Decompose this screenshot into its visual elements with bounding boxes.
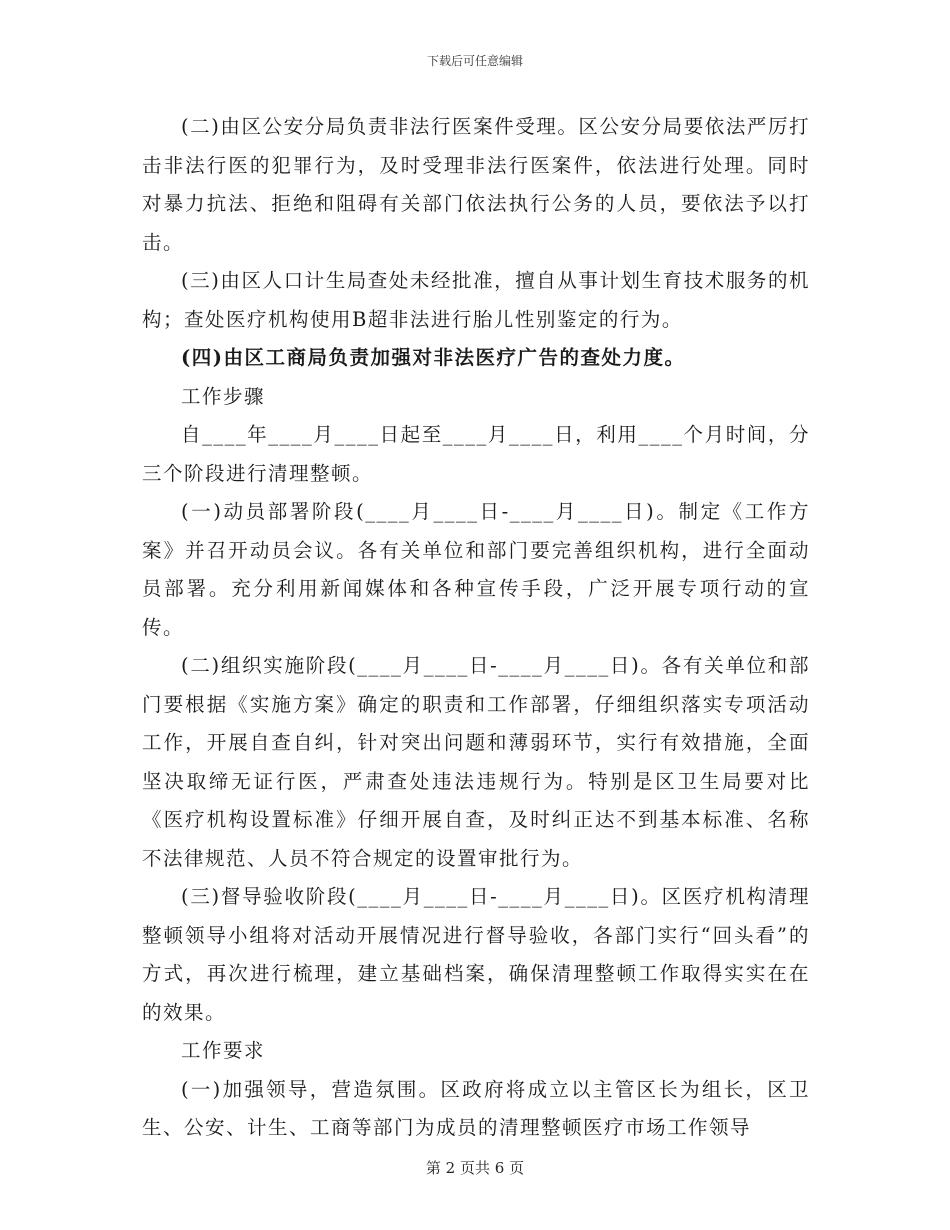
paragraph-stage-implementation: (二)组织实施阶段(____月____日-____月____日)。各有关单位和部门要根据《实施方案》确定的职责和工作部署，仔细组织落实专项活动工作，开展自查自纠，针对突出问题和薄弱环节，实行有效措施，全面坚决取缔无证行医，严肃查处违法违规行为。特别是区卫生局要对比《医疗机构设置标准》仔细开展自查，及时纠正达不到基本标准、名称不法律规范、人员不符合规定的设置审批行为。 [142, 654, 810, 870]
page-header: 下载后可任意编辑 [426, 54, 523, 68]
paragraph-commerce-bureau: (四)由区工商局负责加强对非法医疗广告的查处力度。 [181, 346, 686, 369]
document-body [142, 108, 810, 1148]
section-heading-work-requirements: 工作要求 [181, 1039, 266, 1062]
paragraph-leadership: (一)加强领导，营造氛围。区政府将成立以主管区长为组长，区卫生、公安、计生、工商等部门为成员的清理整顿医疗市场工作领导 [142, 1077, 810, 1139]
paragraph-family-planning: (三)由区人口计生局查处未经批准，擅自从事计划生育技术服务的机构；查处医疗机构使用B超非法进行胎儿性别鉴定的行为。 [142, 269, 810, 331]
section-heading-work-steps: 工作步骤 [181, 384, 266, 408]
paragraph-stage-inspection: (三)督导验收阶段(____月____日-____月____日)。区医疗机构清理整顿领导小组将对活动开展情况进行督导验收，各部门实行“回头看”的方式，再次进行梳理，建立基础档案，确保清理整顿工作取得实实在在的效果。 [142, 885, 810, 1024]
page-footer: 第 2 页共 6 页 [425, 1159, 525, 1177]
paragraph-timeline: 自____年____月____日起至____月____日，利用____个月时间，分三个阶段进行清理整顿。 [142, 423, 810, 485]
paragraph-public-security: (二)由区公安分局负责非法行医案件受理。区公安分局要依法严厉打击非法行医的犯罪行为，及时受理非法行医案件，依法进行处理。同时对暴力抗法、拒绝和阻碍有关部门依法执行公务的人员，要依法予以打击。 [142, 115, 810, 254]
paragraph-stage-mobilization: (一)动员部署阶段(____月____日-____月____日)。制定《工作方案》并召开动员会议。各有关单位和部门要完善组织机构，进行全面动员部署。充分利用新闻媒体和各种宣传手段，广泛开展专项行动的宣传。 [142, 500, 810, 639]
